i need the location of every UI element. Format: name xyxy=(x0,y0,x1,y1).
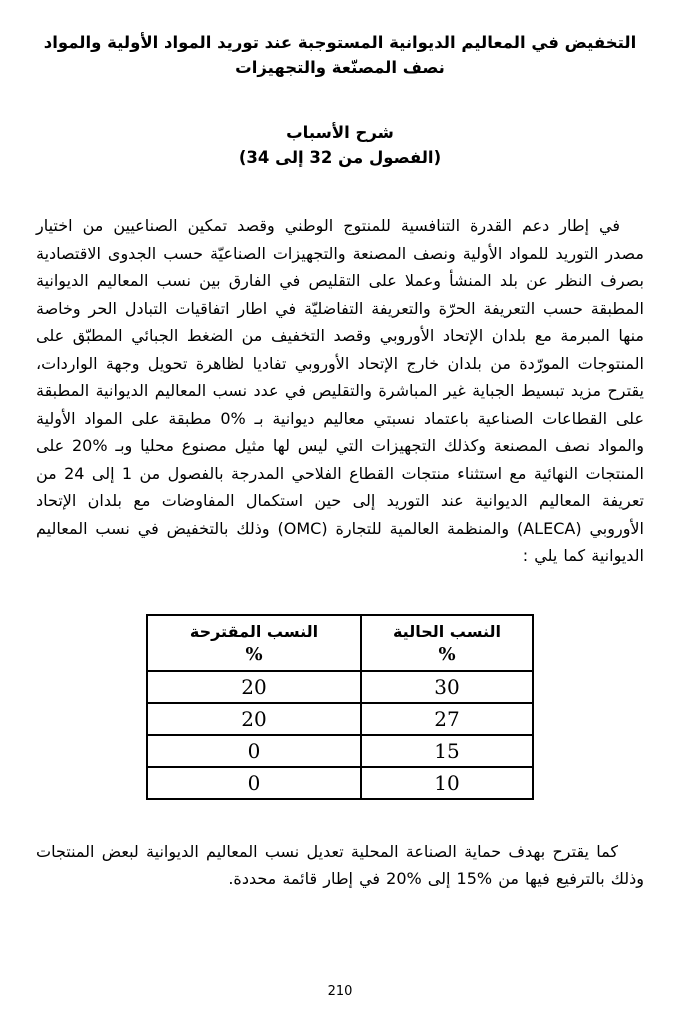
document-title-line1: التخفيض في المعاليم الديوانية المستوجبة عند توريد المواد الأولية والمواد xyxy=(43,33,637,52)
customs-rates-table xyxy=(146,614,534,800)
table-header-row xyxy=(147,615,533,671)
header-current-label: النسب الحالية xyxy=(392,621,502,641)
table-row xyxy=(147,671,533,703)
cell-proposed-rate: 20 xyxy=(147,703,361,735)
table-row xyxy=(147,703,533,735)
page-number: 210 xyxy=(327,984,353,999)
cell-proposed-rate: 0 xyxy=(147,735,361,767)
cell-current-rate: 15 xyxy=(361,735,533,767)
header-proposed-label: النسب المقترحة xyxy=(189,621,319,641)
header-current-unit: % xyxy=(438,643,456,665)
rates-table-header xyxy=(147,615,533,671)
cell-proposed-rate: 20 xyxy=(147,671,361,703)
cell-proposed-rate: 0 xyxy=(147,767,361,799)
section-subtitle xyxy=(36,120,644,170)
body-paragraph-local-industry: كما يقترح بهدف حماية الصناعة المحلية تعديل نسب المعاليم الديوانية لبعض المنتجات وذلك بالترفيع فيها من %15 إلى %20 في إطار قائمة محددة. xyxy=(36,841,644,888)
page-content xyxy=(0,30,680,893)
document-title xyxy=(36,30,644,80)
cell-current-rate: 10 xyxy=(361,767,533,799)
subtitle-heading: شرح الأسباب xyxy=(286,123,394,142)
subtitle-chapters: (الفصول من 32 إلى 34) xyxy=(238,148,442,167)
table-row xyxy=(147,767,533,799)
header-proposed-unit: % xyxy=(245,643,263,665)
cell-current-rate: 30 xyxy=(361,671,533,703)
cell-current-rate: 27 xyxy=(361,703,533,735)
header-cell-current-rates xyxy=(361,615,533,671)
table-row xyxy=(147,735,533,767)
rates-table-body xyxy=(147,671,533,799)
body-paragraph-reasons: في إطار دعم القدرة التنافسية للمنتوج الوطني وقصد تمكين الصناعيين من اختيار مصدر التوريد للمواد الأولية ونصف المصنعة والتجهيزات الصناعيّة حسب الجدوى الاقتصادية بصرف النظر عن بلد المنشأ وعملا على التقليص في الفارق بين نسب المعاليم الديوانية المطبقة حسب التعريفة الحرّة والتعريفة التفاضليّة في اطار اتفاقيات التبادل الحر وخاصة منها المبرمة مع بلدان الإتحاد الأوروبي وقصد التخفيف من الضغط الجبائي المطبّق على المنتوجات المورّدة من بلدان خارج الإتحاد الأوروبي تفاديا لظاهرة تحويل وجهة الواردات، يقترح مزيد تبسيط الجباية غير المباشرة والتقليص في عدد نسب المعاليم الديوانية المطبقة على القطاعات الصناعية باعتماد نسبتي معاليم ديوانية بـ %0 مطبقة على المواد الأولية والمواد نصف المصنعة وكذلك التجهيزات التي ليس لها مثيل مصنوع محليا وبـ %20 على المنتجات النهائية مع استثناء منتجات القطاع الفلاحي المدرجة بالفصول من 1 إلى 24 من تعريفة المعاليم الديوانية عند التوريد إلى حين استكمال المفاوضات مع بلدان الإتحاد الأوروبي (ALECA) والمنظمة العالمية للتجارة (OMC) وذلك بالتخفيض في نسب المعاليم الديوانية كما يلي : xyxy=(36,216,645,565)
header-cell-proposed-rates xyxy=(147,615,361,671)
document-title-line2: نصف المصنّعة والتجهيزات xyxy=(235,58,445,77)
